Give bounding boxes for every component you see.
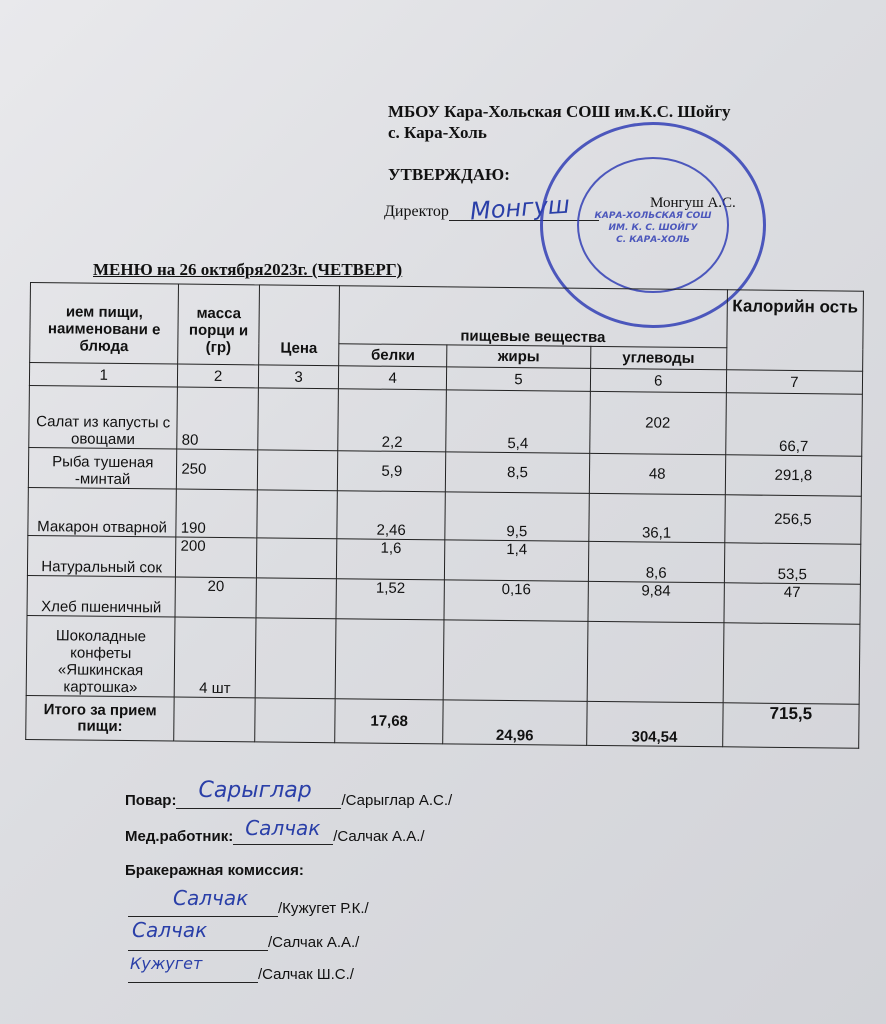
cook-line <box>125 778 453 809</box>
total-label: Итого за прием пищи: <box>26 695 175 741</box>
dish-name: Хлеб пшеничный <box>27 575 176 617</box>
member-name: /Салчак Ш.С./ <box>258 966 354 983</box>
header-mass: масса порци и (гр) <box>178 284 259 365</box>
signature-underline <box>176 778 341 809</box>
dish-name: Рыба тушеная -минтай <box>28 447 177 489</box>
col-number: 4 <box>339 366 447 390</box>
stamp-line-1: КАРА-ХОЛЬСКАЯ СОШ <box>594 211 712 221</box>
header-price: Цена <box>259 285 340 366</box>
commission-member <box>128 886 369 917</box>
cook-label: Повар: <box>125 792 177 809</box>
signature-underline <box>128 954 258 983</box>
dish-price <box>255 618 336 699</box>
dish-kcal: 291,8 <box>725 455 862 496</box>
total-carbs: 304,54 <box>586 701 723 746</box>
med-signature: Салчак <box>245 816 321 840</box>
dish-protein: 5,9 <box>338 451 446 492</box>
dish-carbs: 8,6 <box>588 541 724 582</box>
table-row <box>29 385 863 456</box>
dish-name: Натуральный сок <box>27 535 176 577</box>
member-name: /Кужугет Р.К./ <box>278 900 369 917</box>
total-fat: 24,96 <box>443 700 587 745</box>
dish-name: Шоколадные конфеты «Яшкинская картошка» <box>26 615 175 697</box>
member-signature: Салчак <box>173 886 249 910</box>
dish-carbs: 36,1 <box>588 493 725 542</box>
approval-heading: УТВЕРЖДАЮ: <box>388 165 510 184</box>
signature-underline <box>233 816 333 845</box>
dish-price <box>256 538 337 579</box>
dish-mass: 80 <box>177 387 258 450</box>
total-kcal: 715,5 <box>722 703 859 748</box>
dish-fat <box>443 620 587 701</box>
dish-fat: 8,5 <box>446 452 590 493</box>
dish-kcal: 256,5 <box>725 495 862 544</box>
cook-name: /Сарыглар А.С./ <box>341 792 453 809</box>
commission-member <box>128 954 354 983</box>
col-number: 1 <box>29 363 178 388</box>
dish-carbs <box>587 621 724 702</box>
table-row <box>28 487 861 544</box>
stamp-text <box>571 210 735 246</box>
signature-underline <box>128 918 268 951</box>
cook-signature: Сарыглар <box>198 778 312 803</box>
menu-title: МЕНЮ на 26 октября2023г. (ЧЕТВЕРГ) <box>93 260 403 279</box>
dish-mass: 20 <box>175 577 256 618</box>
dish-mass: 190 <box>176 489 257 538</box>
dish-mass: 250 <box>177 449 258 490</box>
header-meal: ием пищи, наименовани е блюда <box>30 283 179 365</box>
dish-fat: 0,16 <box>444 580 588 621</box>
total-row <box>26 695 859 748</box>
dish-protein: 2,2 <box>338 389 447 452</box>
col-number: 2 <box>178 364 259 388</box>
stamp-line-3: С. КАРА-ХОЛЬ <box>616 235 690 245</box>
dish-kcal: 66,7 <box>725 393 862 456</box>
dish-carbs: 202 <box>589 391 726 454</box>
dish-mass: 4 шт <box>174 617 255 698</box>
header-calories: Калорийн ость <box>726 290 863 371</box>
dish-carbs: 9,84 <box>588 581 724 622</box>
table-row <box>26 615 860 704</box>
med-line <box>125 816 425 845</box>
dish-name: Макарон отварной <box>28 487 177 537</box>
med-label: Мед.работник: <box>125 828 234 845</box>
member-signature: Кужугет <box>130 954 203 973</box>
dish-protein: 2,46 <box>337 491 446 540</box>
dish-name: Салат из капусты с овощами <box>29 385 178 449</box>
dish-kcal: 53,5 <box>724 543 861 584</box>
dish-protein: 1,52 <box>336 579 444 620</box>
col-number: 6 <box>590 368 726 392</box>
total-price <box>255 698 336 743</box>
col-number: 3 <box>258 365 339 389</box>
med-name: /Салчак А.А./ <box>333 828 425 845</box>
school-name: МБОУ Кара-Хольская СОШ им.К.С. Шойгу <box>388 102 731 121</box>
header-nutrients: пищевые вещества <box>339 286 727 348</box>
dish-price <box>256 578 337 619</box>
dish-fat: 1,4 <box>445 540 589 581</box>
dish-fat: 9,5 <box>445 492 589 541</box>
col-number: 7 <box>726 370 863 394</box>
dish-fat: 5,4 <box>446 390 590 453</box>
dish-price <box>257 490 338 539</box>
signature-underline <box>128 886 278 917</box>
dish-mass: 200 <box>176 537 257 578</box>
director-label: Директор <box>384 203 449 220</box>
header-protein: белки <box>339 344 447 367</box>
dish-price <box>258 388 339 451</box>
dish-kcal <box>723 623 860 704</box>
total-protein: 17,68 <box>335 699 443 744</box>
dish-price <box>257 450 338 491</box>
header-carbs: углеводы <box>590 346 726 369</box>
col-number: 5 <box>447 367 591 392</box>
dish-carbs: 48 <box>589 453 725 494</box>
menu-table <box>25 282 864 749</box>
commission-member <box>128 918 360 951</box>
director-signature: Монгуш <box>469 190 571 226</box>
total-mass <box>174 697 255 742</box>
village-name: с. Кара-Холь <box>388 123 487 142</box>
dish-protein <box>335 619 444 700</box>
header-fat: жиры <box>447 345 591 369</box>
stamp-line-2: ИМ. К. С. ШОЙГУ <box>608 223 698 233</box>
commission-label: Бракеражная комиссия: <box>125 862 304 879</box>
dish-protein: 1,6 <box>337 539 445 580</box>
member-name: /Салчак А.А./ <box>268 934 360 951</box>
dish-kcal: 47 <box>724 583 861 624</box>
director-name: Монгуш А.С. <box>650 195 736 211</box>
member-signature: Салчак <box>132 918 208 942</box>
